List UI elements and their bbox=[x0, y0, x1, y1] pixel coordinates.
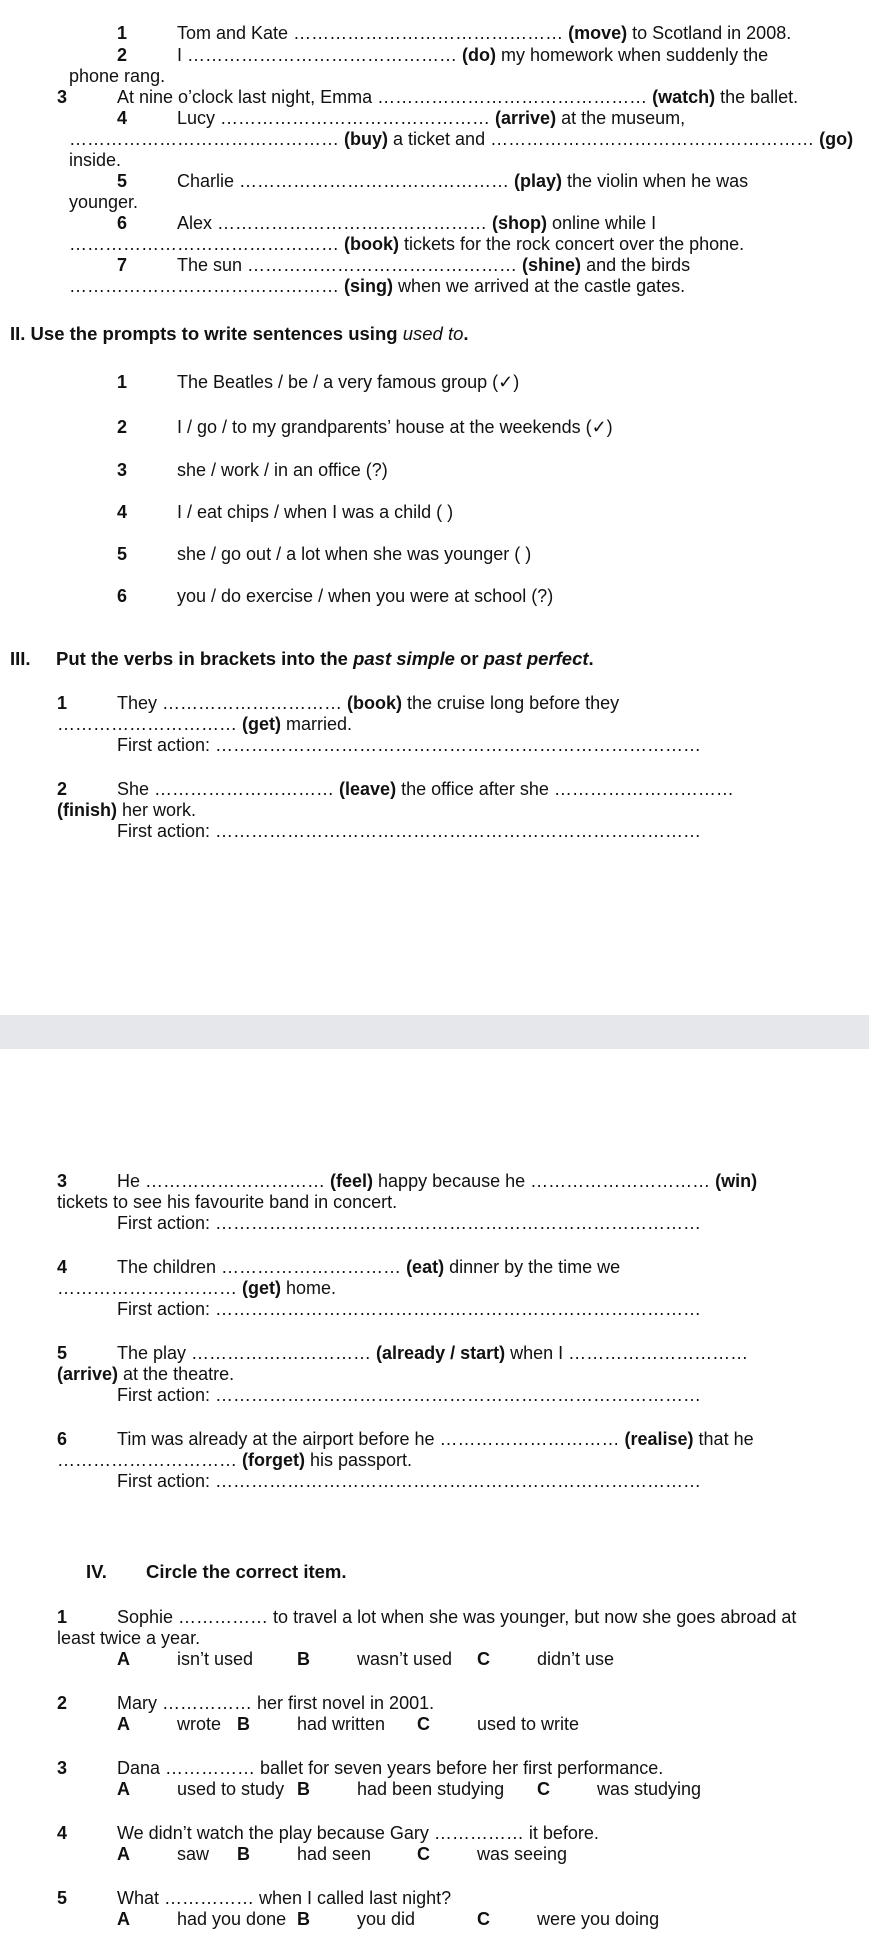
question-text: Mary …………… her first novel in 2001. bbox=[117, 1693, 435, 1713]
option-letter: B bbox=[297, 1909, 310, 1929]
option-a[interactable]: had you done bbox=[177, 1909, 287, 1929]
exercise-sentence-wrap: (finish) her work. bbox=[57, 800, 197, 820]
option-letter: B bbox=[237, 1844, 250, 1864]
exercise-sentence: Charlie ……………………………………… (play) the violin when he was bbox=[177, 171, 749, 191]
exercise-sentence: He ………………………… (feel) happy because he ………………………… (win) bbox=[117, 1171, 758, 1191]
first-action-line: First action: ……………………………………………………………………… bbox=[117, 1213, 702, 1233]
exercise-sentence: Tim was already at the airport before he ………………………… (realise) that he bbox=[117, 1429, 754, 1449]
option-b[interactable]: had been studying bbox=[357, 1779, 505, 1799]
exercise-sentence-wrap: ………………………… (get) married. bbox=[57, 714, 353, 734]
item-number: 6 bbox=[117, 586, 128, 606]
exercise-sentence-wrap: ……………………………………… (book) tickets for the rock concert over the phone. bbox=[69, 234, 745, 254]
exercise-sentence-wrap: tickets to see his favourite band in concert. bbox=[57, 1192, 398, 1212]
option-letter: C bbox=[537, 1779, 550, 1799]
exercise-sentence-wrap: ……………………………………… (sing) when we arrived at the castle gates. bbox=[69, 276, 686, 296]
first-action-line: First action: ……………………………………………………………………… bbox=[117, 735, 702, 755]
option-c[interactable]: were you doing bbox=[537, 1909, 660, 1929]
option-b[interactable]: had written bbox=[297, 1714, 386, 1734]
exercise-sentence: She ………………………… (leave) the office after she ………………………… bbox=[117, 779, 734, 799]
prompt-text: she / go out / a lot when she was younger ( ) bbox=[177, 544, 532, 564]
item-number: 4 bbox=[57, 1823, 68, 1843]
question-text: We didn’t watch the play because Gary …………… it before. bbox=[117, 1823, 599, 1843]
item-number: 5 bbox=[117, 171, 128, 191]
option-letter: A bbox=[117, 1909, 130, 1929]
option-c[interactable]: was studying bbox=[597, 1779, 702, 1799]
question-text: Sophie …………… to travel a lot when she was younger, but now she goes abroad at bbox=[117, 1607, 797, 1627]
prompt-text: The Beatles / be / a very famous group (✓) bbox=[177, 372, 520, 392]
exercise-sentence-wrap: younger. bbox=[69, 192, 139, 212]
option-a[interactable]: saw bbox=[177, 1844, 210, 1864]
item-number: 3 bbox=[57, 1171, 68, 1191]
item-number: 1 bbox=[117, 23, 128, 43]
first-action-line: First action: ……………………………………………………………………… bbox=[117, 1299, 702, 1319]
question-text: What …………… when I called last night? bbox=[117, 1888, 452, 1908]
first-action-line: First action: ……………………………………………………………………… bbox=[117, 821, 702, 841]
item-number: 3 bbox=[117, 460, 128, 480]
option-letter: A bbox=[117, 1844, 130, 1864]
exercise-sentence-wrap: inside. bbox=[69, 150, 122, 170]
item-number: 2 bbox=[117, 417, 128, 437]
item-number: 2 bbox=[57, 779, 68, 799]
option-c[interactable]: was seeing bbox=[477, 1844, 568, 1864]
exercise-heading: III. Put the verbs in brackets into the past simple or past perfect. bbox=[10, 648, 594, 669]
exercise-heading: II. Use the prompts to write sentences using used to. bbox=[10, 323, 469, 344]
option-a[interactable]: wrote bbox=[177, 1714, 222, 1734]
option-a[interactable]: used to study bbox=[177, 1779, 285, 1799]
option-c[interactable]: didn’t use bbox=[537, 1649, 615, 1669]
exercise-sentence: At nine o’clock last night, Emma ……………………………………… (watch) the ballet. bbox=[117, 87, 799, 107]
option-b[interactable]: you did bbox=[357, 1909, 416, 1929]
first-action-line: First action: ……………………………………………………………………… bbox=[117, 1385, 702, 1405]
option-b[interactable]: had seen bbox=[297, 1844, 372, 1864]
option-b[interactable]: wasn’t used bbox=[357, 1649, 453, 1669]
option-letter: B bbox=[237, 1714, 250, 1734]
item-number: 6 bbox=[57, 1429, 68, 1449]
option-a[interactable]: isn’t used bbox=[177, 1649, 254, 1669]
item-number: 1 bbox=[57, 693, 68, 713]
exercise-sentence: The sun ……………………………………… (shine) and the birds bbox=[177, 255, 691, 275]
prompt-text: I / eat chips / when I was a child ( ) bbox=[177, 502, 454, 522]
exercise-sentence-wrap: (arrive) at the theatre. bbox=[57, 1364, 235, 1384]
prompt-text: she / work / in an office (?) bbox=[177, 460, 388, 480]
option-letter: C bbox=[417, 1844, 430, 1864]
option-c[interactable]: used to write bbox=[477, 1714, 580, 1734]
exercise-sentence: Tom and Kate ……………………………………… (move) to Scotland in 2008. bbox=[177, 23, 792, 43]
item-number: 2 bbox=[117, 45, 128, 65]
item-number: 1 bbox=[117, 372, 128, 392]
exercise-sentence-wrap: phone rang. bbox=[69, 66, 166, 86]
first-action-line: First action: ……………………………………………………………………… bbox=[117, 1471, 702, 1491]
item-number: 7 bbox=[117, 255, 128, 275]
item-number: 4 bbox=[117, 108, 128, 128]
option-letter: C bbox=[477, 1649, 490, 1669]
worksheet-page-2 bbox=[0, 1049, 869, 1957]
exercise-sentence: I ……………………………………… (do) my homework when suddenly the bbox=[177, 45, 769, 65]
item-number: 3 bbox=[57, 87, 68, 107]
item-number: 2 bbox=[57, 1693, 68, 1713]
option-letter: C bbox=[417, 1714, 430, 1734]
item-number: 5 bbox=[57, 1343, 68, 1363]
item-number: 5 bbox=[57, 1888, 68, 1908]
item-number: 4 bbox=[57, 1257, 68, 1277]
item-number: 4 bbox=[117, 502, 128, 522]
prompt-text: you / do exercise / when you were at school (?) bbox=[177, 586, 554, 606]
item-number: 6 bbox=[117, 213, 128, 233]
option-letter: A bbox=[117, 1714, 130, 1734]
exercise-sentence: The children ………………………… (eat) dinner by the time we bbox=[117, 1257, 621, 1277]
exercise-sentence-wrap: ………………………… (forget) his passport. bbox=[57, 1450, 413, 1470]
item-number: 5 bbox=[117, 544, 128, 564]
exercise-sentence: They ………………………… (book) the cruise long before they bbox=[117, 693, 620, 713]
exercise-sentence: Alex ……………………………………… (shop) online while I bbox=[177, 213, 657, 233]
question-text: Dana …………… ballet for seven years before her first performance. bbox=[117, 1758, 664, 1778]
option-letter: A bbox=[117, 1779, 130, 1799]
exercise-sentence-wrap: ………………………… (get) home. bbox=[57, 1278, 337, 1298]
item-number: 3 bbox=[57, 1758, 68, 1778]
option-letter: A bbox=[117, 1649, 130, 1669]
exercise-sentence-wrap: ……………………………………… (buy) a ticket and ……………………………………………… (go) bbox=[69, 129, 854, 149]
exercise-heading: IV. Circle the correct item. bbox=[86, 1561, 347, 1582]
item-number: 1 bbox=[57, 1607, 68, 1627]
page-separator bbox=[0, 1015, 869, 1049]
option-letter: C bbox=[477, 1909, 490, 1929]
exercise-sentence: The play ………………………… (already / start) when I ………………………… bbox=[117, 1343, 749, 1363]
question-text-wrap: least twice a year. bbox=[57, 1628, 201, 1648]
prompt-text: I / go / to my grandparents’ house at the weekends (✓) bbox=[177, 417, 613, 437]
exercise-sentence: Lucy ……………………………………… (arrive) at the museum, bbox=[177, 108, 686, 128]
option-letter: B bbox=[297, 1649, 310, 1669]
option-letter: B bbox=[297, 1779, 310, 1799]
